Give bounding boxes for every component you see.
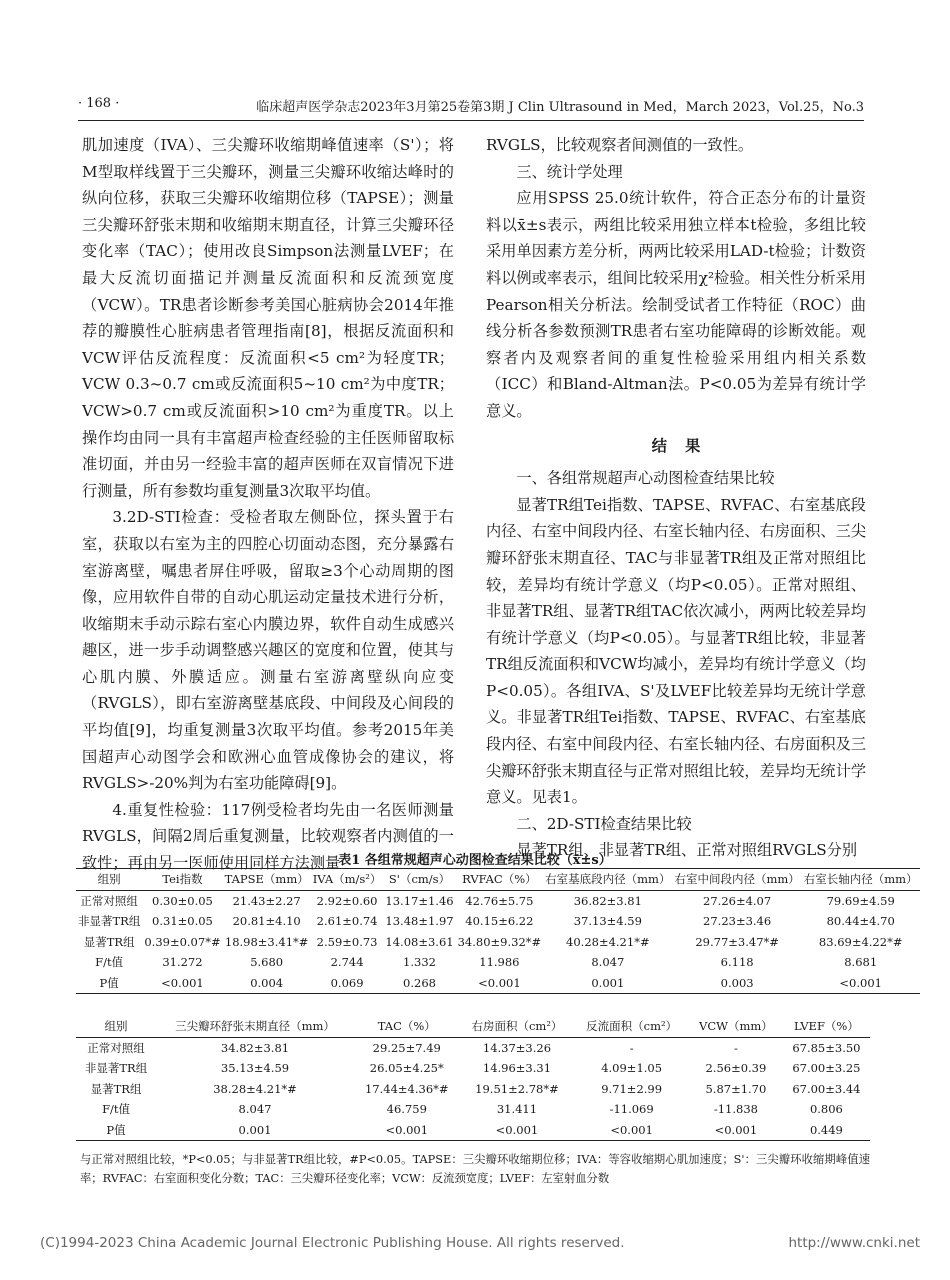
column-header: LVEF（%） <box>783 1016 870 1037</box>
table-cell: 20.81±4.10 <box>232 914 301 929</box>
table-cell: 17.44±4.36*# <box>364 1081 449 1096</box>
table-cell: 14.96±3.31 <box>482 1061 552 1076</box>
table-cell: 11.986 <box>479 955 520 970</box>
table-cell: - <box>733 1040 738 1055</box>
table-cell: 6.118 <box>720 955 754 970</box>
footer-url: http://www.cnki.net <box>788 1235 920 1251</box>
table-cell: 4.09±1.05 <box>601 1061 663 1076</box>
subsection-heading: 二、2D-STI检查结果比较 <box>516 814 692 833</box>
table-cell: 42.76±5.75 <box>465 893 534 908</box>
column-header: 右房面积（cm²） <box>460 1016 575 1037</box>
row-label: 非显著TR组 <box>84 1061 148 1076</box>
row-label: P值 <box>99 975 119 990</box>
table-cell: 2.744 <box>330 955 364 970</box>
page-footer <box>40 1235 920 1251</box>
table-row <box>76 1120 870 1141</box>
table-cell: 2.59±0.73 <box>316 934 378 949</box>
table-cell: 36.82±3.81 <box>573 893 642 908</box>
column-header: 右室长轴内径（mm） <box>802 869 920 891</box>
column-header: RVFAC（%） <box>456 869 544 891</box>
table-row <box>76 1079 870 1100</box>
table-cell: 67.00±3.44 <box>792 1081 861 1096</box>
row-label: 非显著TR组 <box>78 914 141 929</box>
table-row <box>76 1058 870 1079</box>
table-cell: 14.08±3.61 <box>385 934 454 949</box>
row-label: 正常对照组 <box>87 1040 145 1055</box>
row-label: F/t值 <box>102 1102 131 1117</box>
column-header: S'（cm/s） <box>383 869 455 891</box>
table-cell: 27.26±4.07 <box>703 893 772 908</box>
column-header: Tei指数 <box>142 869 222 891</box>
column-header: 三尖瓣环舒张末期直径（mm） <box>156 1016 354 1037</box>
journal-title: 临床超声医学杂志2023年3月第25卷第3期 J Clin Ultrasound in Med，March 2023，Vol.25，No.3 <box>256 100 864 115</box>
table-cell: 40.15±6.22 <box>465 914 534 929</box>
column-header: IVA（m/s²） <box>311 869 384 891</box>
table-cell: 67.85±3.50 <box>792 1040 861 1055</box>
table-cell: 0.449 <box>809 1122 843 1137</box>
table-caption: 表1 各组常规超声心动图检查结果比较（x̄±s） <box>338 853 612 868</box>
table-cell: 2.92±0.60 <box>316 893 378 908</box>
table-cell: 0.30±0.05 <box>152 893 213 908</box>
section-heading: 结果 <box>651 436 719 455</box>
paragraph: 肌加速度（IVA）、三尖瓣环收缩期峰值速率（S'）；将M型取样线置于三尖瓣环，测量三尖瓣环收缩达峰时的纵向位移，获取三尖瓣环收缩期位移（TAPSE）；测量三尖瓣环舒张末期和收缩期末期直径，计算三尖瓣环径变化率（TAC）；使用改良Simpson法测量LVEF；在最大反流切面描记并测量反流面积和反流颈宽度（VCW）。TR患者诊断参考美国心脏病协会2014年推荐的瓣膜性心脏病患者管理指南[8]，根据反流面积和VCW评估反流程度：反流面积<5 cm²为轻度TR；VCW 0.3~0.7 cm或反流面积5~10 cm²为中度TR；VCW>0.7 cm或反流面积>10 cm²为重度TR。以上操作均由同一具有丰富超声检查经验的主任医师留取标准切面，并由另一经验丰富的超声医师在双盲情况下进行测量，所有参数均重复测量3次取平均值。 <box>82 136 454 500</box>
row-label: 显著TR组 <box>90 1081 142 1096</box>
table-cell: 13.48±1.97 <box>385 914 454 929</box>
column-header: TAPSE（mm） <box>223 869 311 891</box>
table-cell: 35.13±4.59 <box>220 1061 290 1076</box>
table-header-row <box>76 869 920 891</box>
table-row <box>76 973 920 994</box>
table-cell: <0.001 <box>839 975 882 990</box>
table-cell: 31.272 <box>162 955 203 970</box>
table-cell: 80.44±4.70 <box>826 914 895 929</box>
table-cell: -11.069 <box>609 1102 654 1117</box>
table-cell: 0.069 <box>330 975 364 990</box>
paragraph: 3.2D-STI检查：受检者取左侧卧位，探头置于右室，获取以右室为主的四腔心切面动态图，充分暴露右室游离壁，嘱患者屏住呼吸，留取≥3个心动周期的图像，应用软件自带的自动心肌运动定量技术进行分析，收缩期末手动示踪右室心内膜边界，软件自动生成感兴趣区，进一步手动调整感兴趣区的宽度和位置，使其与心肌内膜、外膜适应。测量右室游离壁纵向应变（RVGLS），即右室游离壁基底段、中间段及心间段的平均值[9]，均重复测量3次取平均值。参考2015年美国超声心动图学会和欧洲心血管成像协会的建议，将RVGLS>-20%判为右室功能障碍[9]。 <box>82 508 454 793</box>
page-number: · 168 · <box>78 96 120 111</box>
column-header: 右室中间段内径（mm） <box>672 869 801 891</box>
copyright-notice: (C)1994-2023 China Academic Journal Electronic Publishing House. All rights reserved. <box>40 1235 625 1251</box>
column-header: 右室基底段内径（mm） <box>543 869 672 891</box>
table-cell: 79.69±4.59 <box>826 893 895 908</box>
table-cell: 0.001 <box>238 1122 272 1137</box>
table-cell: - <box>629 1040 634 1055</box>
table-cell: 0.001 <box>591 975 625 990</box>
column-header: 反流面积（cm²） <box>574 1016 689 1037</box>
table-cell: -11.838 <box>713 1102 758 1117</box>
table-cell: 0.268 <box>403 975 436 990</box>
table-cell: 18.98±3.41*# <box>224 934 309 949</box>
right-column <box>486 132 866 864</box>
page-header <box>78 96 864 121</box>
table-cell: 29.25±7.49 <box>372 1040 441 1055</box>
table-cell: 38.28±4.21*# <box>213 1081 297 1096</box>
table-cell: 13.17±1.46 <box>385 893 454 908</box>
table-cell: 8.681 <box>844 955 878 970</box>
table-cell: 5.87±1.70 <box>705 1081 767 1096</box>
table-cell: 0.003 <box>720 975 754 990</box>
table-cell: 31.411 <box>496 1102 538 1117</box>
row-label: P值 <box>106 1122 126 1137</box>
table-row <box>76 911 920 932</box>
paragraph: 显著TR组Tei指数、TAPSE、RVFAC、右室基底段内径、右室中间段内径、右室长轴内径、右房面积、三尖瓣环舒张末期直径、TAC与非显著TR组及正常对照组比较，差异均有统计学意义（均P<0.05）。正常对照组、非显著TR组、显著TR组TAC依次减小，两两比较差异均有统计学意义（均P<0.05）。与显著TR组比较，非显著TR组反流面积和VCW均减小，差异均有统计学意义（均P<0.05）。各组IVA、S'及LVEF比较差异均无统计学意义。非显著TR组Tei指数、TAPSE、RVFAC、右室基底段内径、右室中间段内径、右室长轴内径、右房面积及三尖瓣环舒张末期直径与正常对照组比较，差异均无统计学意义。见表1。 <box>486 495 866 807</box>
table-cell: 14.37±3.26 <box>482 1040 552 1055</box>
table-cell: 0.806 <box>809 1102 843 1117</box>
row-label: 显著TR组 <box>83 934 135 949</box>
data-table-part2 <box>76 1016 870 1141</box>
table-cell: 2.56±0.39 <box>705 1061 767 1076</box>
table-row <box>76 932 920 953</box>
paragraph: 4.重复性检验：117例受检者均先由一名医师测量RVGLS，间隔2周后重复测量，比较观察者内测值的一致性；再由另一医师使用同样方法测量 <box>82 800 454 873</box>
table-cell: <0.001 <box>161 975 204 990</box>
table-cell: 0.31±0.05 <box>152 914 213 929</box>
table-cell: 1.332 <box>403 955 436 970</box>
subsection-heading: 一、各组常规超声心动图检查结果比较 <box>516 469 775 488</box>
column-header: 组别 <box>76 1016 156 1037</box>
table-cell: 21.43±2.27 <box>232 893 301 908</box>
left-column <box>82 132 454 877</box>
table-cell: 5.680 <box>250 955 284 970</box>
table-row <box>76 952 920 973</box>
table-cell: 0.004 <box>250 975 284 990</box>
subsection-heading: 三、统计学处理 <box>516 162 623 181</box>
table-cell: 29.77±3.47*# <box>695 934 779 949</box>
column-header: 组别 <box>76 869 142 891</box>
table-cell: <0.001 <box>495 1122 539 1137</box>
column-header: VCW（mm） <box>689 1016 783 1037</box>
column-header: TAC（%） <box>354 1016 460 1037</box>
table-cell: <0.001 <box>478 975 521 990</box>
table-cell: 46.759 <box>386 1102 427 1117</box>
table-cell: 2.61±0.74 <box>316 914 378 929</box>
table-cell: <0.001 <box>714 1122 758 1137</box>
row-label: F/t值 <box>95 955 124 970</box>
table-cell: 8.047 <box>238 1102 272 1117</box>
table-cell: 40.28±4.21*# <box>566 934 650 949</box>
table-cell: 83.69±4.22*# <box>818 934 903 949</box>
table-cell: 37.13±4.59 <box>573 914 642 929</box>
table-note: 与正常对照组比较，*P<0.05；与非显著TR组比较，#P<0.05。TAPSE：三尖瓣环收缩期位移；IVA：等容收缩期心肌加速度；S'：三尖瓣环收缩期峰值速率；RVFAC：右室面积变化分数；TAC：三尖瓣环径变化率；VCW：反流颈宽度；LVEF：左室射血分数 <box>80 1153 870 1185</box>
table-row <box>76 890 920 911</box>
table-cell: 27.23±3.46 <box>703 914 772 929</box>
paragraph: 显著TR组、非显著TR组、正常对照组RVGLS分别 <box>516 841 858 860</box>
table-row <box>76 1037 870 1058</box>
data-table-part1 <box>76 868 920 994</box>
table-cell: 0.39±0.07*# <box>144 934 221 949</box>
paragraph: 应用SPSS 25.0统计软件，符合正态分布的计量资料以x̄±s表示，两组比较采用独立样本t检验，多组比较采用单因素方差分析，两两比较采用LAD-t检验；计数资料以例或率表示，组间比较采用χ²检验。相关性分析采用Pearson相关分析法。绘制受试者工作特征（ROC）曲线分析各参数预测TR患者右室功能障碍的诊断效能。观察者内及观察者间的重复性检验采用组内相关系数（ICC）和Bland-Altman法。P<0.05为差异有统计学意义。 <box>486 189 866 420</box>
table-cell: 19.51±2.78*# <box>475 1081 559 1096</box>
table-cell: 26.05±4.25* <box>369 1061 444 1076</box>
table-header-row <box>76 1016 870 1037</box>
table-cell: <0.001 <box>610 1122 653 1137</box>
table-cell: 34.80±9.32*# <box>457 934 542 949</box>
table-cell: 34.82±3.81 <box>220 1040 290 1055</box>
paragraph: RVGLS，比较观察者间测值的一致性。 <box>486 136 754 154</box>
table-cell: 67.00±3.25 <box>792 1061 861 1076</box>
table-cell: 9.71±2.99 <box>601 1081 663 1096</box>
table-row <box>76 1099 870 1120</box>
table-cell: <0.001 <box>385 1122 429 1137</box>
table-cell: 8.047 <box>591 955 625 970</box>
row-label: 正常对照组 <box>80 893 138 908</box>
